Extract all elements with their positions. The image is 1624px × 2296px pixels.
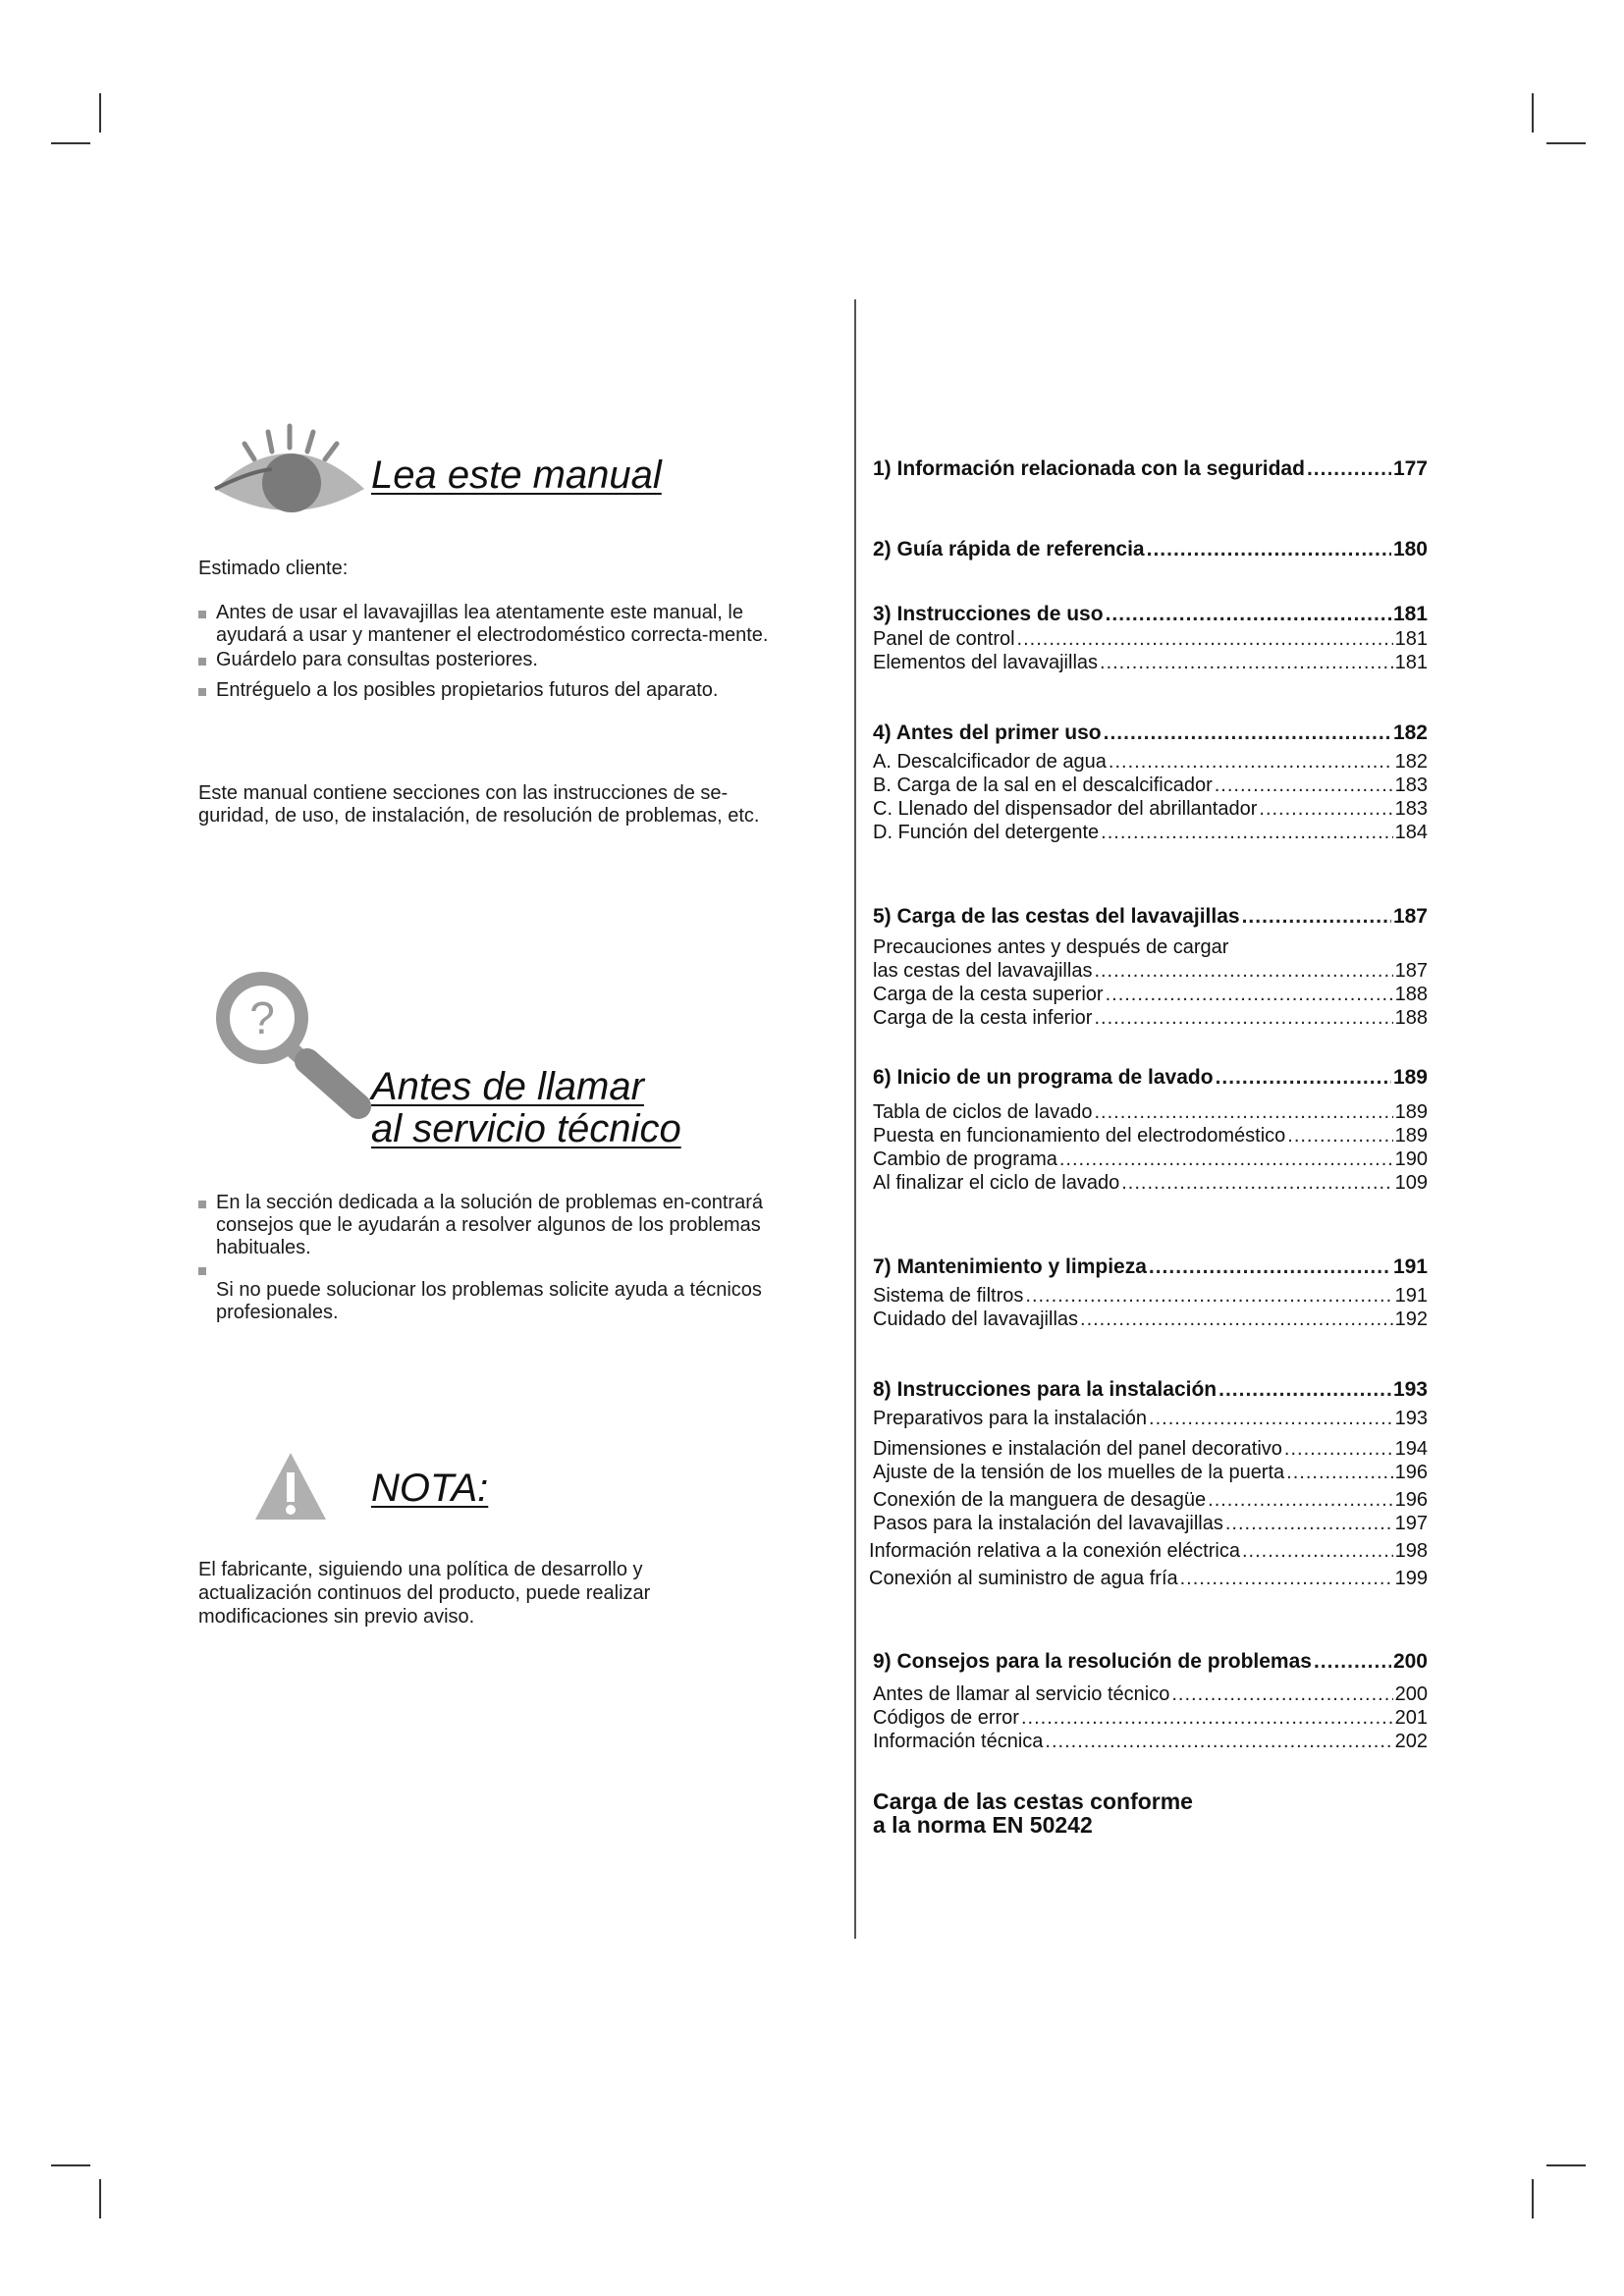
- crop-mark: [1546, 142, 1586, 144]
- bullet-square-icon: [198, 688, 206, 696]
- toc-heading[interactable]: 1) Información relacionada con la seguridad ..... 177: [873, 456, 1428, 482]
- toc-entry[interactable]: Al finalizar el ciclo de lavado ..... 109: [873, 1171, 1428, 1195]
- greeting: Estimado cliente:: [198, 558, 349, 579]
- crop-mark: [1546, 2164, 1586, 2166]
- toc-heading[interactable]: 5) Carga de las cestas del lavavajillas ..... 187: [873, 904, 1428, 930]
- crop-mark: [51, 2164, 90, 2166]
- toc-entry[interactable]: Panel de control ..... 181: [873, 627, 1428, 651]
- toc-entry[interactable]: A. Descalcificador de agua ..... 182: [873, 750, 1428, 774]
- toc-entry[interactable]: C. Llenado del dispensador del abrillantador ..... 183: [873, 797, 1428, 821]
- before-call-title-line2: al servicio técnico: [371, 1107, 681, 1150]
- toc-heading[interactable]: 7) Mantenimiento y limpieza ..... 191: [873, 1255, 1428, 1280]
- manual-description: Este manual contiene secciones con las instrucciones de se-guridad, de uso, de instalación, de resolución de problemas, etc.: [198, 782, 760, 827]
- column-divider: [854, 299, 856, 1939]
- toc-heading[interactable]: 2) Guía rápida de referencia ..... 180: [873, 537, 1428, 562]
- toc-entry[interactable]: Ajuste de la tensión de los muelles de la puerta ..... 196: [873, 1461, 1428, 1484]
- read-manual-bullets: [196, 602, 795, 710]
- toc-final-line-1: Carga de las cestas conforme: [873, 1789, 1193, 1814]
- magnifier-question-icon: [211, 967, 383, 1124]
- warning-triangle-icon: [253, 1451, 328, 1522]
- toc-entry[interactable]: Conexión de la manguera de desagüe ..... 196: [873, 1488, 1428, 1512]
- toc-entry[interactable]: Cambio de programa ..... 190: [873, 1148, 1428, 1171]
- toc-entry[interactable]: Conexión al suministro de agua fría ..... 199: [869, 1567, 1428, 1590]
- before-call-bullets: [196, 1192, 766, 1332]
- toc-entry[interactable]: D. Función del detergente ..... 184: [873, 821, 1428, 844]
- crop-mark: [99, 93, 101, 133]
- toc-section-3: [873, 602, 1428, 674]
- toc-entry[interactable]: Información técnica ..... 202: [873, 1730, 1428, 1753]
- toc-entry[interactable]: Elementos del lavavajillas ..... 181: [873, 651, 1428, 674]
- toc-entry[interactable]: Sistema de filtros ..... 191: [873, 1284, 1428, 1308]
- toc-entry[interactable]: Puesta en funcionamiento del electrodoméstico ..... 189: [873, 1124, 1428, 1148]
- eye-icon: [211, 422, 368, 520]
- crop-mark: [99, 2179, 101, 2218]
- toc-heading[interactable]: 8) Instrucciones para la instalación ..... 193: [873, 1377, 1428, 1403]
- toc-entry[interactable]: Preparativos para la instalación ..... 193: [873, 1407, 1428, 1430]
- bullet-square-icon: [198, 1201, 206, 1208]
- crop-mark: [1532, 2179, 1534, 2218]
- toc-section-7: [873, 1255, 1428, 1331]
- bullet-square-icon: [198, 658, 206, 666]
- toc-entry[interactable]: Antes de llamar al servicio técnico ..... 200: [873, 1682, 1428, 1706]
- toc-entry[interactable]: las cestas del lavavajillas ..... 187: [873, 959, 1428, 983]
- list-item: Antes de usar el lavavajillas lea atentamente este manual, le ayudará a usar y mantener el electrodoméstico correcta-mente.: [196, 602, 795, 647]
- toc-entry[interactable]: Dimensiones e instalación del panel decorativo ..... 194: [873, 1437, 1428, 1461]
- list-item: Guárdelo para consultas posteriores.: [196, 649, 795, 671]
- toc-entry[interactable]: Tabla de ciclos de lavado ..... 189: [873, 1100, 1428, 1124]
- toc-entry[interactable]: Cuidado del lavavajillas ..... 192: [873, 1308, 1428, 1331]
- bullet-square-icon: [198, 1267, 206, 1275]
- toc-final-note[interactable]: [873, 1789, 1193, 1837]
- bullet-square-icon: [198, 611, 206, 618]
- toc-entry[interactable]: B. Carga de la sal en el descalcificador ..... 183: [873, 774, 1428, 797]
- list-item: Si no puede solucionar los problemas solicite ayuda a técnicos profesionales.: [196, 1265, 766, 1324]
- before-call-title-line1: Antes de llamar: [371, 1065, 644, 1108]
- toc-section-4: [873, 721, 1428, 844]
- toc-section-9: [873, 1649, 1428, 1753]
- toc-entry[interactable]: Información relativa a la conexión eléctrica ..... 198: [869, 1539, 1428, 1563]
- crop-mark: [51, 142, 90, 144]
- toc-section-1: [873, 456, 1428, 482]
- toc-heading[interactable]: 4) Antes del primer uso ..... 182: [873, 721, 1428, 746]
- list-item: Entréguelo a los posibles propietarios futuros del aparato.: [196, 679, 795, 702]
- toc-heading[interactable]: 6) Inicio de un programa de lavado ..... 189: [873, 1065, 1428, 1091]
- toc-heading[interactable]: 3) Instrucciones de uso ..... 181: [873, 602, 1428, 627]
- toc-section-5: [873, 904, 1428, 1030]
- toc-entry[interactable]: Carga de la cesta superior ..... 188: [873, 983, 1428, 1006]
- note-paragraph: El fabricante, siguiendo una política de desarrollo y actualización continuos del producto, puede realizar modificaciones sin previo aviso.: [198, 1559, 651, 1628]
- toc-heading[interactable]: 9) Consejos para la resolución de problemas ..... 200: [873, 1649, 1428, 1675]
- list-item: En la sección dedicada a la solución de problemas en-contrará consejos que le ayudarán a resolver algunos de los problemas habituales.: [196, 1192, 766, 1259]
- toc-section-2: [873, 537, 1428, 562]
- toc-entry-intro: Precauciones antes y después de cargar: [873, 936, 1229, 958]
- toc-final-line-2: a la norma EN 50242: [873, 1812, 1093, 1838]
- crop-mark: [1532, 93, 1534, 133]
- toc-entry[interactable]: Carga de la cesta inferior ..... 188: [873, 1006, 1428, 1030]
- toc-section-6: [873, 1065, 1428, 1195]
- toc-entry[interactable]: Pasos para la instalación del lavavajillas ..... 197: [873, 1512, 1428, 1535]
- note-title: NOTA:: [371, 1467, 489, 1510]
- svg-text:?: ?: [249, 992, 275, 1043]
- toc-section-8: [869, 1377, 1428, 1590]
- toc-entry[interactable]: Códigos de error ..... 201: [873, 1706, 1428, 1730]
- read-manual-title: Lea este manual: [371, 454, 662, 497]
